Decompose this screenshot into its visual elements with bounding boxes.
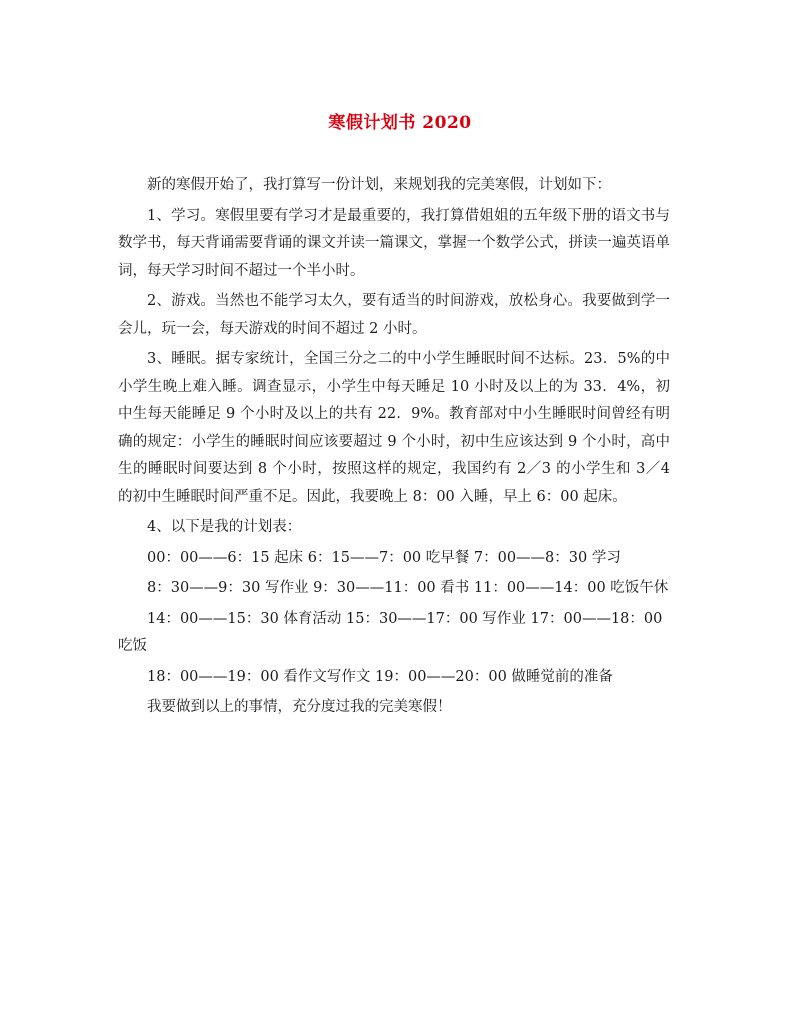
schedule-line: 00：00——6：15 起床 6：15——7：00 吃早餐 7：00——8：30 学习 [147, 549, 621, 566]
document-title: 寒假计划书 2020 [328, 113, 472, 133]
schedule-heading: 4、以下是我的计划表： [147, 519, 302, 535]
study-paragraph: 1、学习。寒假里要有学习才是最重要的，我打算借姐姐的五年级下册的语文书与数学书，每天背诵需要背诵的课文并读一篇课文，掌握一个数学公式，拼读一遍英语单词，每天学习时间不超过一个半小时。 [118, 207, 670, 279]
game-paragraph: 2、游戏。当然也不能学习太久，要有适当的时间游戏，放松身心。我要做到学一会儿，玩一会，每天游戏的时间不超过 2 小时。 [118, 293, 670, 337]
schedule-line: 14：00——15：30 体育活动 15：30——17：00 写作业 17：00——18：00 吃饭 [118, 610, 663, 654]
closing-paragraph: 我要做到以上的事情，充分度过我的完美寒假！ [147, 699, 452, 715]
schedule-line: 18：00——19：00 看作文写作文 19：00——20：00 做睡觉前的准备 [147, 668, 613, 685]
document-body [118, 172, 670, 725]
intro-paragraph: 新的寒假开始了，我打算写一份计划，来规划我的完美寒假，计划如下： [147, 177, 611, 193]
sleep-paragraph: 3、睡眠。据专家统计，全国三分之二的中小学生睡眠时间不达标。23．5%的中小学生晚上难入睡。调查显示，小学生中每天睡足 10 小时及以上的为 33．4%，初中生每天能睡足 9 个小时及以上的共有 22．9%。教育部对中小生睡眠时间曾经有明确的规定：小学生的睡眠时间应该要超过 9 个小时，初中生应该达到 9 个小时，高中生的睡眠时间要达到 8 个小时，按照这样的规定，我国约有 2／3 的小学生和 3／4 的初中生睡眠时间严重不足。因此，我要晚上 8：00 入睡，早上 6：00 起床。 [118, 351, 670, 505]
schedule-line: 8：30——9：30 写作业 9：30——11：00 看书 11：00——14：00 吃饭午休 [147, 580, 669, 596]
